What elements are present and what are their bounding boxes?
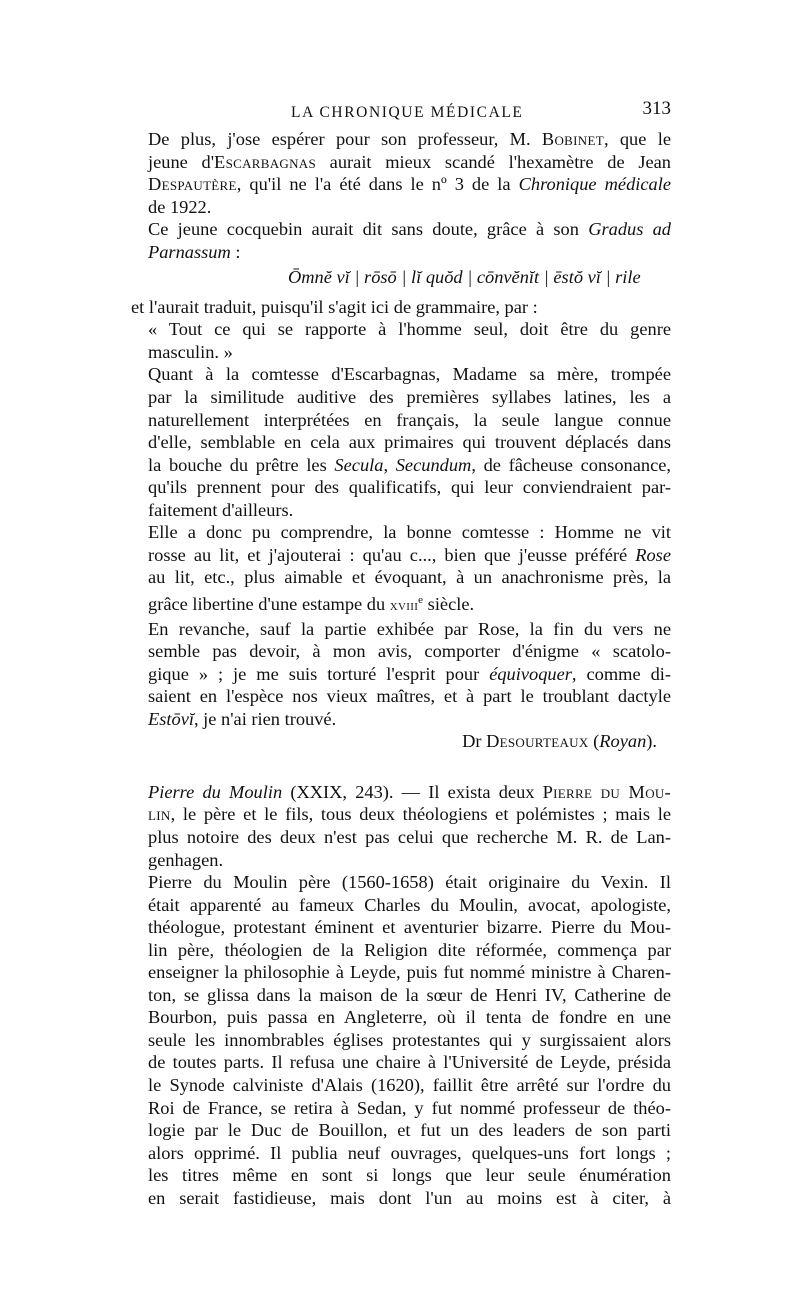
signature: Dr Desourteaux (Royan).	[462, 731, 657, 752]
paragraph-8: Pierre du Moulin (XXIX, 243). — Il exista deux Pierre du Mou- lin, le père et le fils, tous deux théologiens et polémistes ; mais le plus notoire des deux n'est pas celui que recherche M. R. de Lan- genhagen.	[148, 781, 671, 870]
paragraph-5: Quant à la comtesse d'Escarbagnas, Madame sa mère, trompée par la similitude auditive des premières syllabes latines, les a naturellement interprétées en français, la seule langue connue d'elle, semblable en cela aux primaires qui trouvent déplacés dans la bouche du prêtre les Secula, Secundum, de fâcheuse consonance, qu'ils prennent pour des qualificatifs, qui leur conviendraient par- faitement d'ailleurs.	[148, 364, 671, 520]
section-gap	[131, 753, 671, 781]
paragraph-9: Pierre du Moulin père (1560-1658) était originaire du Vexin. Il était apparenté au fameux Charles du Moulin, avocat, apologiste, théologue, protestant éminent et aventurier bizarre. Pierre du Mou- lin père, théologien de la Religion dite réformée, commença par enseigner la philosophie à Leyde, puis fut nommé ministre à Charen- ton, se glissa dans la maison de la sœur de Henri IV, Catherine de Bourbon, puis passa en Angleterre, où il tenta de fondre en une seule les innombrables églises protestantes qui y surgissaient alors de toutes parts. Il refusa une chaire à l'Université de Leyde, présida le Synode calviniste d'Alais (1620), faillit être arrêté sur l'ordre du Roi de France, se retira à Sedan, y fut nommé professeur de théo- logie par le Duc de Bouillon, et fut un des leaders de son parti alors opprimé. Il publia neuf ouvrages, quelques-uns fort longs ; les titres même en sont si longs que leur seule énumération en serait fastidieuse, mais dont l'un au moins est à citer, à	[148, 872, 671, 1208]
paragraph-7: En revanche, sauf la partie exhibée par Rose, la fin du vers ne semble pas devoir, à mon avis, comporter d'énigme « scatolo- gique » ; je me suis torturé l'esprit pour équivoquer, comme di- saient en l'espèce nos vieux maîtres, et à part le troublant dactyle Estōvĭ, je n'ai rien trouvé.	[148, 618, 671, 729]
page-number: 313	[642, 98, 671, 119]
paragraph-4: « Tout ce qui se rapporte à l'homme seul, doit être du genre masculin. »	[148, 319, 671, 362]
latin-verse: Ōmnĕ vĭ | rōsō | lĭ quŏd | cōnvĕnĭt | ēstŏ vĭ | rile	[288, 267, 641, 288]
paragraph-2: Ce jeune cocquebin aurait dit sans doute, grâce à son Gradus ad Parnassum :	[148, 219, 672, 262]
running-title: LA CHRONIQUE MÉDICALE	[291, 104, 524, 121]
paragraph-3: et l'aurait traduit, puisqu'il s'agit ici de grammaire, par :	[131, 296, 538, 317]
text-body	[131, 128, 671, 1209]
page-header	[131, 98, 671, 128]
paragraph-1: De plus, j'ose espérer pour son professeur, M. Bobinet, que le jeune d'Escarbagnas aurait mieux scandé l'hexamètre de Jean Despautère, qu'il ne l'a été dans le nº 3 de la Chronique médicale de 1922.	[148, 129, 671, 217]
paragraph-6: Elle a donc pu comprendre, la bonne comtesse : Homme ne vit rosse au lit, et j'ajouterai : qu'au c..., bien que j'eusse préféré Rose au lit, etc., plus aimable et évoquant, à un anachronisme près, la grâce libertine d'une estampe du xviii$^e$ siècle.	[148, 522, 671, 615]
